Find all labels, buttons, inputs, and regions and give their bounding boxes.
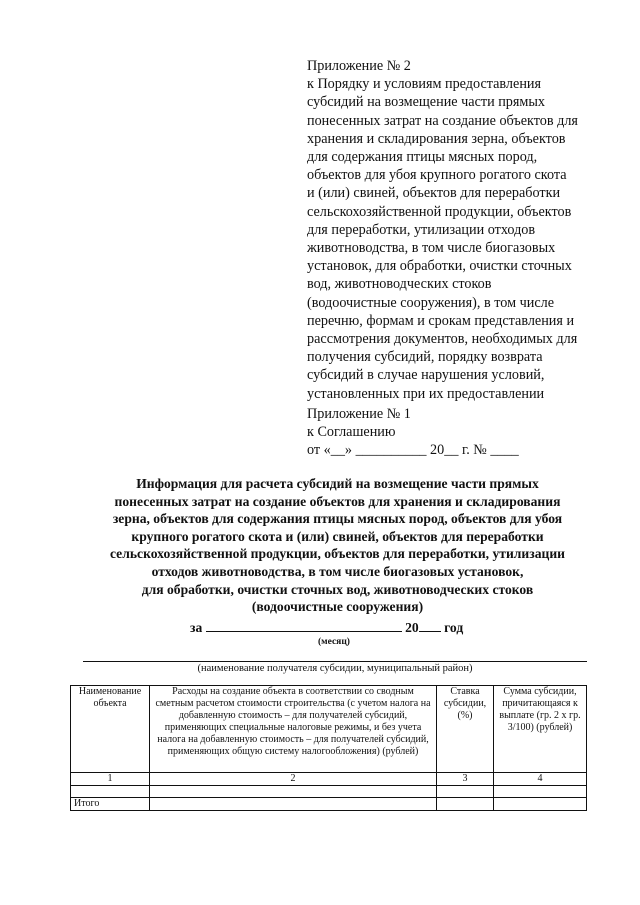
heading-line: понесенных затрат на создание объектов для хранения и складирования <box>114 493 561 509</box>
heading-line: зерна, объектов для содержания птицы мясных пород, объектов для убоя <box>112 511 563 527</box>
appendix-2-line: для содержания птицы мясных пород, <box>307 149 538 166</box>
table-cell <box>437 786 494 798</box>
year-suffix: год <box>444 620 464 635</box>
heading-line: отходов животноводства, в том числе биогазовых установок, <box>151 563 524 579</box>
appendix-2-line: сельскохозяйственной продукции, объектов <box>307 203 572 220</box>
appendix-2-line: к Порядку и условиям предоставления <box>307 76 542 93</box>
appendix-2-line: получения субсидий, порядку возврата <box>307 349 543 366</box>
appendix-2-line: животноводства, в том числе биогазовых <box>307 240 556 257</box>
heading-line: сельскохозяйственной продукции, объектов для переработки, утилизации <box>109 546 565 562</box>
column-number: 1 <box>71 773 150 786</box>
appendix-2-line: понесенных затрат на создание объектов для <box>307 112 578 129</box>
table-number-row <box>71 773 587 786</box>
heading-line: (водоочистные сооружения) <box>251 599 424 615</box>
appendix-2-line: вод, животноводческих стоков <box>307 276 492 293</box>
appendix-2-line: перечню, формам и срокам представления и <box>307 312 575 329</box>
appendix-1-date-number: от «__» __________ 20__ г. № ____ <box>307 442 519 459</box>
header-rate: Ставка субсидии, (%) <box>437 686 494 773</box>
column-number: 3 <box>437 773 494 786</box>
heading-line: для обработки, очистки сточных вод, животноводческих стоков <box>141 581 534 597</box>
document-heading <box>60 475 615 616</box>
reporting-period <box>190 618 463 636</box>
column-number: 2 <box>150 773 437 786</box>
column-number: 4 <box>494 773 587 786</box>
table-cell <box>437 798 494 811</box>
appendix-1-title: Приложение № 1 <box>307 406 411 422</box>
header-expenses: Расходы на создание объекта в соответствии со сводным сметным расчетом стоимости строительства (с учетом налога на добавленную стоимость – для получателей субсидий, применяющих специальные налоговые режимы, и без учета налога на добавленную стоимость – для получателей субсидий, применяющих общую систему налогообложения) (рублей) <box>150 686 437 773</box>
appendix-2-line: объектов для убоя крупного рогатого скота <box>307 167 567 184</box>
heading-line: Информация для расчета субсидий на возмещение части прямых <box>136 476 539 491</box>
total-label: Итого <box>71 798 150 811</box>
header-subsidy-amount: Сумма субсидии, причитающаяся к выплате (гр. 2 х гр. 3/100) (рублей) <box>494 686 587 773</box>
appendix-2-line: (водоочистные сооружения), в том числе <box>307 294 554 311</box>
header-object-name: Наименование объекта <box>71 686 150 773</box>
period-prefix: за <box>190 620 203 635</box>
table-cell <box>150 786 437 798</box>
year-blank <box>419 618 441 632</box>
appendix-2-line: для переработки, утилизации отходов <box>307 221 536 238</box>
appendix-2-line: и (или) свиней, объектов для переработки <box>307 185 561 202</box>
recipient-blank-line <box>83 661 587 662</box>
year-prefix: 20 <box>405 620 419 635</box>
table-header-row <box>71 686 587 773</box>
appendix-2-line: субсидий в случае нарушения условий, <box>307 367 545 384</box>
appendix-2-line: установок, для обработки, очистки сточных <box>307 258 572 275</box>
appendix-2-title: Приложение № 2 <box>307 58 411 74</box>
heading-line: крупного рогатого скота и (или) свиней, объектов для переработки <box>131 528 544 544</box>
table-cell <box>150 798 437 811</box>
subsidy-table <box>70 685 587 811</box>
table-cell <box>71 786 150 798</box>
table-cell <box>494 786 587 798</box>
appendix-1-block <box>307 405 607 460</box>
appendix-2-line: хранения и складирования зерна, объектов <box>307 130 566 147</box>
month-caption: (месяц) <box>318 637 350 647</box>
recipient-caption: (наименование получателя субсидии, муниципальный район) <box>197 663 473 674</box>
month-blank <box>206 618 402 632</box>
table-total-row <box>71 798 587 811</box>
appendix-2-block <box>307 57 607 403</box>
appendix-2-line: рассмотрения документов, необходимых для <box>307 331 578 348</box>
appendix-2-line: субсидий на возмещение части прямых <box>307 94 546 111</box>
appendix-1-agreement: к Соглашению <box>307 424 396 441</box>
appendix-2-line: установленных при их предоставлении <box>307 385 545 402</box>
table-cell <box>494 798 587 811</box>
table-row <box>71 786 587 798</box>
